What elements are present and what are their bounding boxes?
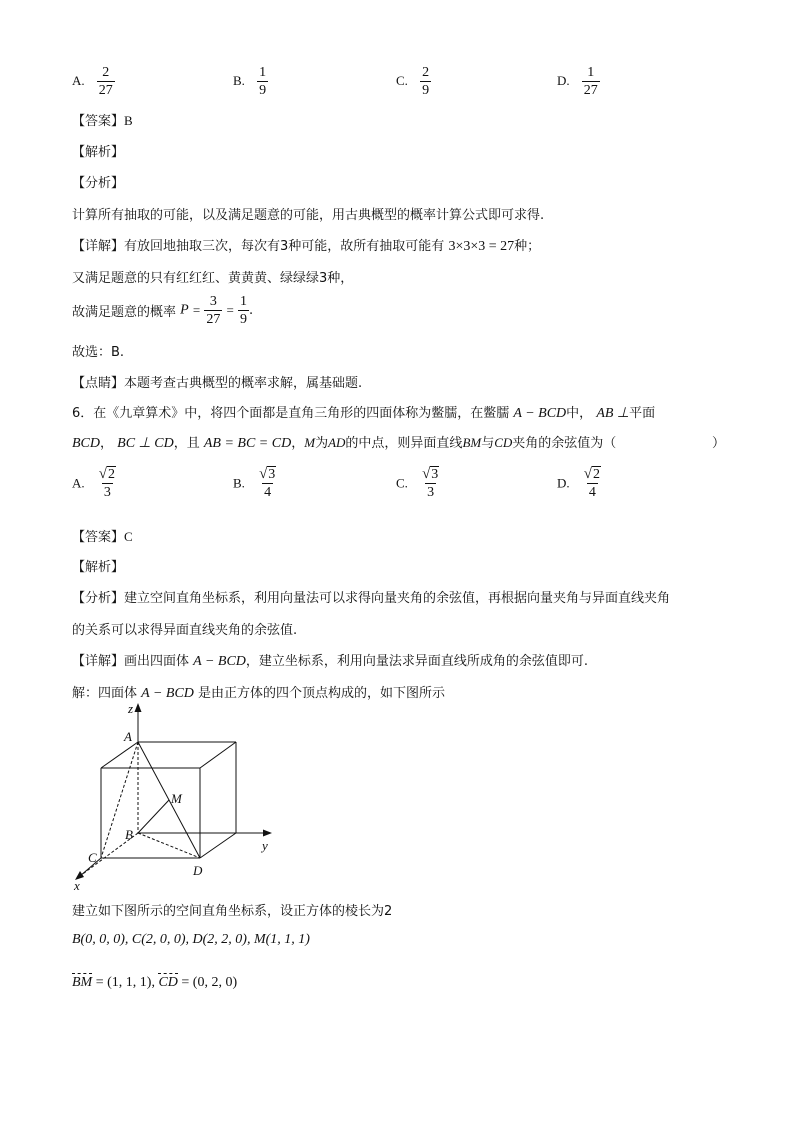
q6-answer-paren: ）	[712, 436, 726, 451]
detail-text: 有放回地抽取三次，每次有3种可能，故所有抽取可能有	[124, 239, 445, 254]
numerator: 1	[587, 65, 595, 80]
fraction	[97, 466, 118, 501]
denominator: 9	[239, 312, 247, 327]
line3-prefix: 故满足题意的概率	[72, 305, 177, 320]
fraction	[257, 64, 268, 99]
q6-setup-text: 建立如下图所示的空间直角坐标系，设正方体的棱长为2	[72, 904, 393, 919]
q5-answer	[72, 110, 133, 129]
option-label: D.	[557, 73, 570, 88]
cube-edge	[101, 742, 138, 768]
denominator: 9	[259, 83, 267, 98]
equals: =	[226, 302, 234, 318]
solution-text: 解：四面体	[72, 686, 138, 701]
z-axis-arrow	[135, 703, 142, 712]
q5-analysis-tag: 【解析】	[72, 145, 125, 160]
q6-option-b	[233, 466, 278, 501]
q5-option-d	[557, 64, 600, 99]
q5-line3	[72, 293, 253, 328]
label-b: B	[125, 827, 133, 842]
detail-math: 3×3×3 = 27	[448, 239, 515, 254]
q6-fenxi-line2: 的关系可以求得异面直线夹角的余弦值.	[72, 623, 298, 638]
stem-text: 中，	[566, 406, 593, 421]
denominator: 27	[98, 83, 113, 98]
fraction	[420, 64, 431, 99]
label-c: C	[88, 850, 97, 865]
q6-coordinates: B(0, 0, 0), C(2, 0, 0), D(2, 2, 0), M(1, 1, 1)	[72, 932, 310, 947]
label-d: D	[193, 863, 203, 878]
q6-option-c	[396, 466, 441, 501]
stem-text: ，且	[173, 436, 200, 451]
denominator: 3	[103, 485, 111, 500]
option-label: D.	[557, 475, 570, 491]
label-z: z	[128, 701, 134, 716]
y-axis-arrow	[263, 830, 272, 837]
label-a: A	[124, 729, 132, 744]
q6-answer	[72, 526, 133, 545]
q6-option-d	[557, 466, 603, 501]
q6-fenxi-line1	[72, 587, 670, 606]
option-label: C.	[396, 475, 408, 491]
q5-fenxi-text: 计算所有抽取的可能，以及满足题意的可能，用古典概型的概率计算公式即可求得.	[72, 208, 545, 223]
q5-choose: 故选：B.	[72, 345, 125, 360]
denominator: 9	[422, 83, 430, 98]
sqrt: √ 3	[422, 466, 439, 482]
numerator: 1	[259, 65, 267, 80]
stem-text: ，	[100, 436, 114, 451]
stem-math: A − BCD	[513, 406, 567, 421]
option-label: A.	[72, 475, 85, 491]
stem-math: BC ⊥ CD	[117, 436, 174, 451]
q6-analysis-tag: 【解析】	[72, 560, 125, 575]
numerator: 2	[422, 65, 430, 80]
q6-solution-intro	[72, 682, 445, 702]
sqrt: √ 2	[98, 466, 116, 482]
radicand: 2	[593, 467, 601, 482]
detail-tag: 【详解】	[72, 654, 125, 669]
edge-bd	[138, 833, 200, 858]
stem-math: AB = BC = CD	[203, 436, 292, 451]
radicand: 3	[268, 467, 276, 482]
answer-tag: 【答案】	[72, 114, 125, 129]
comment-text: 本题考查古典概型的概率求解，属基础题.	[124, 376, 363, 391]
detail-text: ，建立坐标系，利用向量法求异面直线所成角的余弦值即可.	[245, 654, 589, 669]
option-label: B.	[233, 475, 245, 491]
denominator: 3	[427, 485, 435, 500]
stem-text: 为	[315, 436, 329, 451]
radicand: 2	[108, 467, 116, 482]
q5-fenxi-tag: 【分析】	[72, 176, 125, 191]
fraction	[582, 64, 600, 99]
stem-text: 夹角的余弦值为（	[512, 436, 617, 451]
answer-value: C	[124, 529, 133, 544]
q5-option-c	[396, 64, 431, 99]
fraction	[238, 293, 249, 328]
denominator: 27	[583, 83, 598, 98]
solution-text: 是由正方体的四个顶点构成的，如下图所示	[198, 686, 446, 701]
numerator: 3	[209, 294, 217, 309]
label-m: M	[171, 791, 182, 806]
denominator: 4	[264, 485, 272, 500]
detail-tail: 种；	[514, 239, 541, 254]
denominator: 4	[588, 485, 596, 500]
stem-math: M	[304, 435, 316, 450]
q5-comment	[72, 372, 362, 391]
segment-bm	[138, 800, 169, 833]
stem-math: CD	[494, 435, 513, 450]
vector-cd-value: = (0, 2, 0)	[177, 975, 238, 990]
q5-option-a	[72, 64, 115, 99]
q6-stem-line2	[72, 432, 616, 452]
fraction	[582, 466, 603, 501]
sqrt: √ 3	[259, 466, 276, 482]
q5-option-b	[233, 64, 268, 99]
stem-math: AB ⊥	[596, 406, 630, 421]
detail-tag: 【详解】	[72, 239, 125, 254]
option-label: A.	[72, 73, 85, 88]
answer-tag: 【答案】	[72, 530, 125, 545]
vector-bm-value: = (1, 1, 1),	[92, 975, 155, 990]
comment-tag: 【点睛】	[72, 376, 125, 391]
denominator: 27	[206, 312, 221, 327]
numerator: 2	[102, 65, 110, 80]
q6-detail	[72, 650, 588, 670]
cube-edge	[200, 742, 236, 768]
vector-cd: CD	[158, 975, 178, 990]
sqrt: √ 2	[583, 466, 601, 482]
stem-text: 6．在《九章算术》中，将四个面都是直角三角形的四面体称为鳖臑，在鳖臑	[72, 406, 510, 421]
vector-bm: BM	[72, 975, 93, 990]
stem-math: AD	[328, 435, 346, 450]
q6-stem-line1	[72, 402, 655, 422]
q6-vectors	[72, 975, 237, 991]
detail-text: 画出四面体	[124, 654, 190, 669]
answer-value: B	[124, 113, 133, 128]
radicand: 3	[431, 467, 439, 482]
fraction	[204, 293, 222, 328]
q5-line2: 又满足题意的只有红红红、黄黄黄、绿绿绿3种，	[72, 271, 354, 286]
fenxi-text: 建立空间直角坐标系，利用向量法可以求得向量夹角的余弦值，再根据向量夹角与异面直线夹角	[124, 591, 671, 606]
fraction	[257, 466, 278, 501]
stem-math: BCD	[72, 436, 100, 451]
cube-coordinate-figure	[68, 700, 288, 895]
fraction	[420, 466, 441, 501]
numerator: 1	[239, 294, 247, 309]
detail-math: A − BCD	[193, 654, 246, 669]
q6-option-a	[72, 466, 118, 501]
fraction	[97, 64, 115, 99]
q5-detail	[72, 235, 540, 255]
prob-symbol: P	[180, 302, 189, 318]
stem-text: 的中点，则异面直线	[345, 436, 463, 451]
period: .	[248, 303, 254, 318]
option-label: B.	[233, 73, 245, 88]
label-x: x	[74, 878, 80, 893]
option-label: C.	[396, 73, 408, 88]
stem-text: ，	[291, 436, 305, 451]
fenxi-tag: 【分析】	[72, 591, 125, 606]
cube-edge	[200, 833, 236, 858]
solution-math: A − BCD	[141, 686, 194, 701]
stem-math: BM	[462, 435, 482, 450]
stem-text: 与	[481, 436, 495, 451]
label-y: y	[262, 838, 268, 853]
equals: =	[192, 302, 201, 318]
stem-text: 平面	[629, 406, 656, 421]
